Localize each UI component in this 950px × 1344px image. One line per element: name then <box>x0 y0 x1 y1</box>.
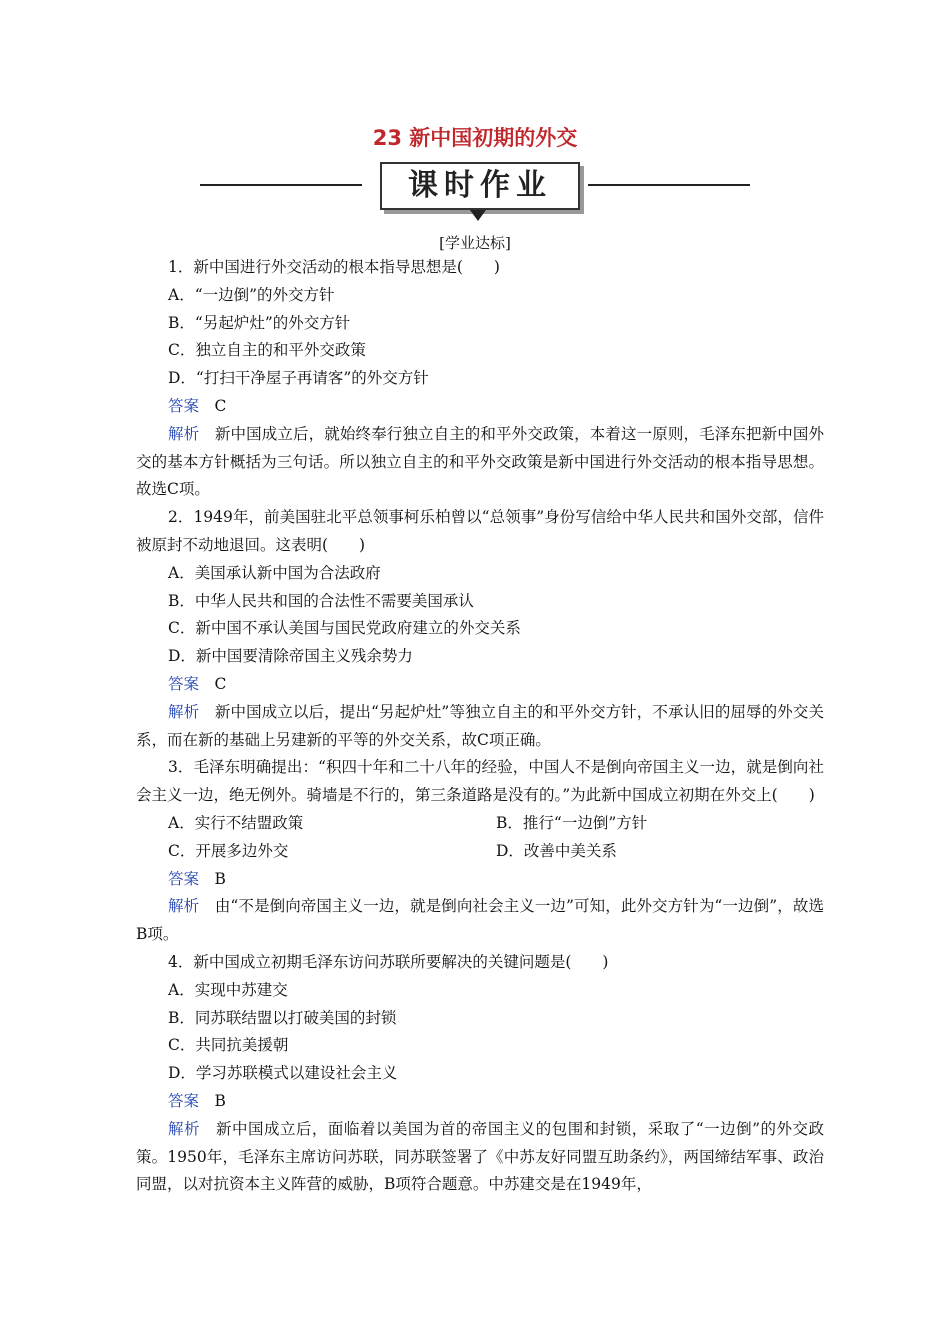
question-2-answer <box>136 671 824 699</box>
question-1-answer <box>136 393 824 421</box>
question-4-option-a: A．实现中苏建交 <box>168 980 288 999</box>
analysis-text: 新中国成立后，面临着以美国为首的帝国主义的包围和封锁，采取了“一边倒”的外交政策。1950年，毛泽东主席访问苏联，同苏联签署了《中苏友好同盟互助条约》，两国缔结军事、政治同盟，以对抗资本主义阵营的威胁，B项符合题意。中苏建交是在1949年， <box>136 1119 824 1194</box>
homework-banner <box>200 160 750 222</box>
question-3-answer <box>136 866 824 894</box>
question-3-option-b: B．推行“一边倒”方针 <box>496 813 648 832</box>
answer-value: C <box>214 674 227 693</box>
analysis-label: 解析 <box>168 1119 200 1138</box>
analysis-label: 解析 <box>168 702 200 721</box>
answer-label: 答案 <box>168 869 200 888</box>
question-3-option-c: C．开展多边外交 <box>168 841 289 860</box>
question-3-options-row-1 <box>136 810 824 838</box>
answer-label: 答案 <box>168 674 200 693</box>
question-2-option-c: C．新中国不承认美国与国民党政府建立的外交关系 <box>168 619 521 638</box>
question-1-option-a: A．“一边倒”的外交方针 <box>168 285 335 304</box>
answer-label: 答案 <box>168 396 200 415</box>
question-1-stem: 1．新中国进行外交活动的根本指导思想是( ) <box>168 258 500 276</box>
question-1-option-d: D．“打扫干净屋子再请客”的外交方针 <box>168 369 429 388</box>
lesson-title: 23 新中国初期的外交 <box>372 126 578 150</box>
banner-right-rule <box>588 184 750 186</box>
answer-label: 答案 <box>168 1091 200 1110</box>
analysis-text: 由“不是倒向帝国主义一边，就是倒向社会主义一边”可知，此外交方针为“一边倒”，故选B项。 <box>136 897 824 944</box>
analysis-label: 解析 <box>168 424 200 443</box>
analysis-text: 新中国成立以后，提出“另起炉灶”等独立自主的和平外交方针，不承认旧的屈辱的外交关系，而在新的基础上另建新的平等的外交关系，故C项正确。 <box>136 702 824 749</box>
question-2-option-d: D．新中国要清除帝国主义残余势力 <box>168 647 413 666</box>
question-2-analysis <box>136 699 824 755</box>
question-1-option-b: B．“另起炉灶”的外交方针 <box>168 313 351 332</box>
question-3-analysis <box>136 893 824 949</box>
section-heading: [学业达标] <box>439 234 511 252</box>
question-3-stem: 3．毛泽东明确提出：“积四十年和二十八年的经验，中国人不是倒向帝国主义一边，就是倒向社会主义一边，绝无例外。骑墙是不行的，第三条道路是没有的。”为此新中国成立初期在外交上( ) <box>136 758 824 805</box>
analysis-text: 新中国成立后，就始终奉行独立自主的和平外交政策，本着这一原则，毛泽东把新中国外交的基本方针概括为三句话。所以独立自主的和平外交政策是新中国进行外交活动的根本指导思想。故选C项。 <box>136 424 824 499</box>
question-4-stem: 4．新中国成立初期毛泽东访问苏联所要解决的关键问题是( ) <box>168 952 609 971</box>
question-4-answer <box>136 1088 824 1116</box>
question-3-options-row-2 <box>136 838 824 866</box>
question-2-option-b: B．中华人民共和国的合法性不需要美国承认 <box>168 591 474 610</box>
answer-value: B <box>214 869 226 888</box>
question-4-option-c: C．共同抗美援朝 <box>168 1036 289 1055</box>
question-1-option-c: C．独立自主的和平外交政策 <box>168 341 366 360</box>
answer-value: B <box>214 1091 226 1110</box>
question-3-option-a: A．实行不结盟政策 <box>168 813 304 832</box>
banner-label: 课时作业 <box>380 162 580 210</box>
question-4-option-b: B．同苏联结盟以打破美国的封锁 <box>168 1008 397 1027</box>
question-4-analysis <box>136 1116 824 1199</box>
question-4-option-d: D．学习苏联模式以建设社会主义 <box>168 1064 398 1083</box>
question-1-analysis <box>136 421 824 504</box>
banner-left-rule <box>200 184 362 186</box>
question-3-option-d: D．改善中美关系 <box>496 841 617 860</box>
banner-pointer-icon <box>470 210 486 221</box>
question-2-option-a: A．美国承认新中国为合法政府 <box>168 563 381 582</box>
question-2-stem: 2．1949年，前美国驻北平总领事柯乐柏曾以“总领事”身份写信给中华人民共和国外交部，信件被原封不动地退回。这表明( ) <box>136 508 824 554</box>
analysis-label: 解析 <box>168 897 200 916</box>
question-list <box>136 254 824 1199</box>
answer-value: C <box>214 396 227 415</box>
